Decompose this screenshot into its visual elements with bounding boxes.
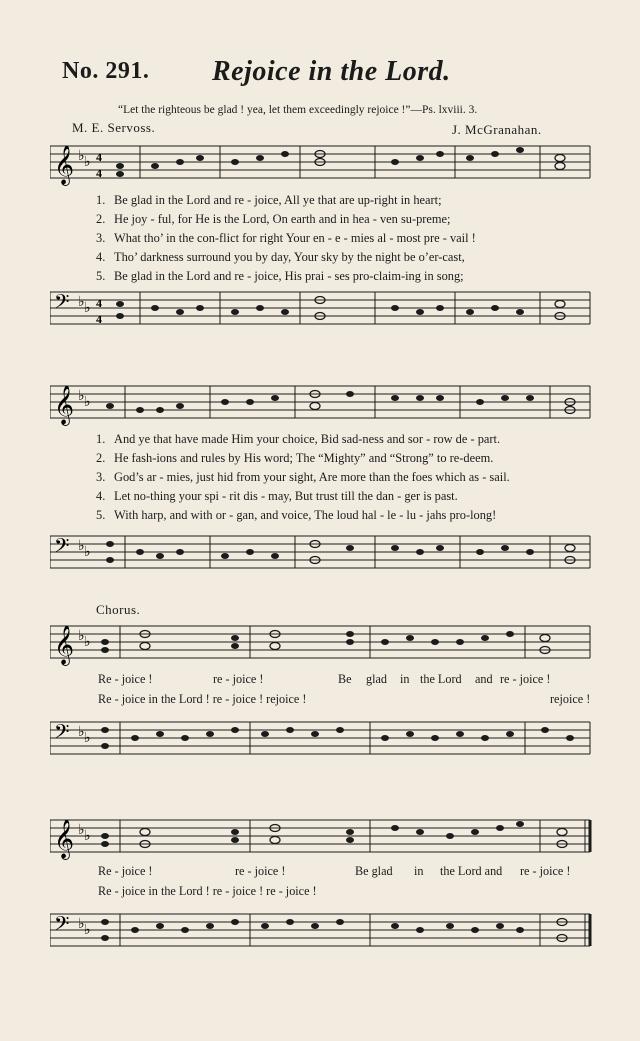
chorus-lyric: Be — [338, 672, 352, 686]
verse-text: What tho’ in the con-flict for right Your en - e - mies al - most pre - vail ! — [114, 231, 476, 245]
chorus-lyric: re - joice ! — [500, 672, 551, 686]
svg-text:♭: ♭ — [78, 629, 85, 644]
epigraph: “Let the righteous be glad ! yea, let them exceedingly rejoice !”—Ps. lxviii. 3. — [118, 104, 478, 116]
verse-number: 1. — [96, 193, 106, 207]
svg-text:♭: ♭ — [84, 635, 91, 650]
bass-staff-1 — [50, 288, 595, 340]
chorus-label: Chorus. — [96, 602, 141, 617]
svg-text:4: 4 — [96, 312, 102, 326]
chorus-lyric: re - joice ! — [235, 864, 286, 878]
svg-text:𝄞: 𝄞 — [54, 385, 75, 425]
treble-staff-1 — [50, 138, 595, 190]
svg-text:𝄢: 𝄢 — [54, 534, 70, 562]
svg-text:♭: ♭ — [78, 823, 85, 838]
svg-text:♭: ♭ — [84, 923, 91, 938]
verse-number: 1. — [96, 432, 106, 446]
verse-text: And ye that have made Him your choice, Bid sad-ness and sor - row de - part. — [114, 432, 501, 446]
verse-text: He joy - ful, for He is the Lord, On earth and in hea - ven su-preme; — [114, 212, 451, 226]
svg-text:𝄞: 𝄞 — [54, 625, 75, 665]
verse-number: 4. — [96, 489, 106, 503]
chorus-lyric: Re - joice ! — [98, 864, 153, 878]
svg-text:♭: ♭ — [84, 731, 91, 746]
verse-line-2-5 — [96, 508, 586, 523]
verse-text: Tho’ darkness surround you by day, Your sky by the night be o’er-cast, — [114, 250, 465, 264]
treble-staff-2 — [50, 378, 595, 430]
chorus-lyric-lower: rejoice ! — [550, 692, 591, 706]
bass-staff-3 — [50, 716, 595, 768]
verse-text: With harp, and with or - gan, and voice, The loud hal - le - lu - jahs pro-long! — [114, 508, 497, 522]
verse-text: Be glad in the Lord and re - joice, All ye that are up-right in heart; — [114, 193, 442, 207]
chorus-lyric: glad — [366, 672, 387, 686]
chorus-lyric: in — [400, 672, 410, 686]
verse-line-1-3 — [96, 231, 586, 246]
chorus-lyric: Re - joice ! — [98, 672, 153, 686]
chorus-lyric: the Lord and — [440, 864, 503, 878]
svg-text:♭: ♭ — [78, 539, 85, 554]
verse-number: 3. — [96, 231, 106, 245]
svg-text:4: 4 — [96, 296, 102, 310]
chorus-lyric-lower: Re - joice in the Lord ! re - joice ! re - joice ! — [98, 884, 317, 898]
svg-text:𝄢: 𝄢 — [54, 290, 70, 318]
verse-text: Be glad in the Lord and re - joice, His prai - ses pro-claim-ing in song; — [114, 269, 464, 283]
hymn-title: Rejoice in the Lord. — [212, 56, 451, 87]
verse-number: 2. — [96, 212, 106, 226]
verse-line-1-2 — [96, 212, 586, 227]
svg-text:♭: ♭ — [78, 389, 85, 404]
verse-line-1-5 — [96, 269, 586, 284]
verse-number: 5. — [96, 269, 106, 283]
svg-text:♭: ♭ — [78, 295, 85, 310]
treble-staff-4 — [50, 812, 595, 864]
verse-line-2-1 — [96, 432, 586, 447]
svg-text:♭: ♭ — [84, 301, 91, 316]
treble-staff-3 — [50, 618, 595, 670]
svg-text:♭: ♭ — [78, 917, 85, 932]
svg-text:♭: ♭ — [78, 149, 85, 164]
chorus-lyric: re - joice ! — [520, 864, 571, 878]
svg-text:♭: ♭ — [84, 155, 91, 170]
verse-line-2-4 — [96, 489, 586, 504]
chorus-lyric: in — [414, 864, 424, 878]
verse-text: God’s ar - mies, just hid from your sight, Are more than the foes which as - sail. — [114, 470, 510, 484]
svg-text:♭: ♭ — [78, 725, 85, 740]
svg-text:4: 4 — [96, 166, 102, 180]
svg-text:4: 4 — [96, 150, 102, 164]
lyricist-credit: M. E. Servoss. — [72, 120, 156, 135]
verse-number: 4. — [96, 250, 106, 264]
verse-number: 2. — [96, 451, 106, 465]
verse-number: 3. — [96, 470, 106, 484]
bass-staff-2 — [50, 530, 595, 582]
chorus-lyric: and — [475, 672, 493, 686]
hymn-number: No. 291. — [62, 58, 150, 84]
chorus-lyric: the Lord — [420, 672, 462, 686]
svg-text:𝄢: 𝄢 — [54, 912, 70, 940]
verse-line-2-2 — [96, 451, 586, 466]
verse-text: He fash-ions and rules by His word; The “Mighty” and “Strong” to re-deem. — [114, 451, 494, 465]
svg-text:♭: ♭ — [84, 545, 91, 560]
chorus-lyric: Be glad — [355, 864, 393, 878]
chorus-lyric: re - joice ! — [213, 672, 264, 686]
composer-credit: J. McGranahan. — [452, 122, 542, 137]
verse-line-1-1 — [96, 193, 586, 208]
verse-text: Let no-thing your spi - rit dis - may, But trust till the dan - ger is past. — [114, 489, 458, 503]
verse-number: 5. — [96, 508, 106, 522]
svg-text:𝄢: 𝄢 — [54, 720, 70, 748]
svg-text:𝄞: 𝄞 — [54, 819, 75, 859]
chorus-lyric-lower: Re - joice in the Lord ! re - joice ! rejoice ! — [98, 692, 307, 706]
verse-line-1-4 — [96, 250, 586, 265]
verse-line-2-3 — [96, 470, 586, 485]
bass-staff-4 — [50, 908, 595, 960]
svg-text:♭: ♭ — [84, 829, 91, 844]
svg-text:♭: ♭ — [84, 395, 91, 410]
svg-text:𝄞: 𝄞 — [54, 145, 75, 185]
